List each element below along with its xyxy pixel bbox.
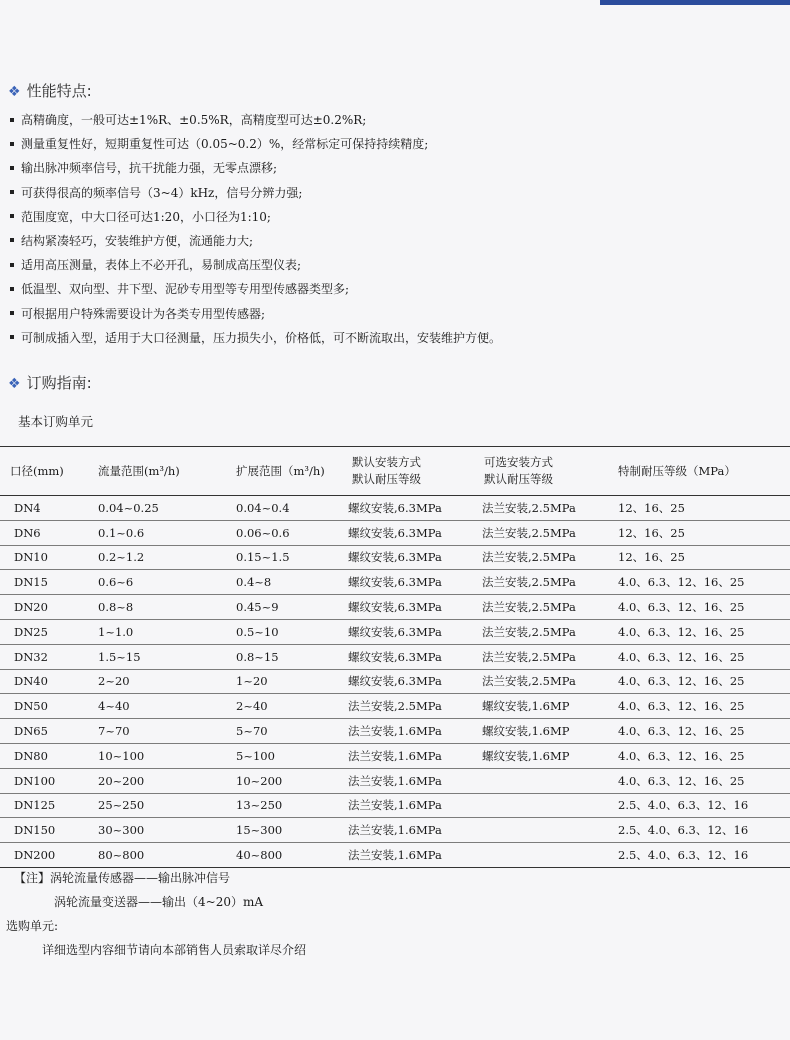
cell-diameter: DN25 <box>14 624 48 639</box>
note-line-2: 涡轮流量变送器——输出（4~20）mA <box>54 895 264 909</box>
cell-default-install: 法兰安装,1.6MPa <box>348 848 442 863</box>
cell-optional-install: 螺纹安装,1.6MP <box>482 724 570 739</box>
table-row <box>0 595 790 620</box>
square-bullet-icon <box>10 118 14 122</box>
header-optional-install: 可选安装方式 默认耐压等级 <box>484 455 553 486</box>
cell-special-pressure: 4.0、6.3、12、16、25 <box>618 600 745 615</box>
square-bullet-icon <box>10 335 14 339</box>
table-row <box>0 743 790 768</box>
cell-optional-install: 法兰安装,2.5MPa <box>482 649 576 664</box>
table-row <box>0 570 790 595</box>
cell-diameter: DN4 <box>14 500 41 515</box>
table-row <box>0 793 790 818</box>
cell-optional-install <box>472 793 612 818</box>
cell-ext-range: 0.45~9 <box>236 600 279 615</box>
table-row <box>0 496 790 521</box>
cell-optional-install: 法兰安装,2.5MPa <box>482 575 576 590</box>
cell-ext-range: 10~200 <box>236 773 283 788</box>
cell-flow-range: 2~20 <box>98 674 130 689</box>
cell-ext-range: 2~40 <box>236 699 268 714</box>
cell-diameter: DN65 <box>14 724 48 739</box>
table-row <box>0 619 790 644</box>
cell-default-install: 法兰安装,1.6MPa <box>348 798 442 813</box>
feature-item: 范围度宽，中大口径可达1:20，小口径为1:10; <box>10 205 780 229</box>
cell-diameter: DN150 <box>14 823 56 838</box>
ordering-table <box>0 446 790 868</box>
cell-ext-range: 0.06~0.6 <box>236 525 290 540</box>
cell-diameter: DN125 <box>14 798 56 813</box>
feature-item: 低温型、双向型、井下型、泥砂专用型等专用型传感器类型多; <box>10 277 780 301</box>
cell-flow-range: 0.6~6 <box>98 575 134 590</box>
top-decorative-bar <box>600 0 790 5</box>
notes-block <box>6 866 307 962</box>
cell-diameter: DN32 <box>14 649 48 664</box>
cell-special-pressure: 12、16、25 <box>618 525 685 540</box>
square-bullet-icon <box>10 287 14 291</box>
feature-item: 可制成插入型，适用于大口径测量，压力损失小，价格低，可不断流取出，安装维护方便。 <box>10 326 780 350</box>
feature-item: 可根据用户特殊需要设计为各类专用型传感器; <box>10 302 780 326</box>
square-bullet-icon <box>10 238 14 242</box>
cell-flow-range: 1.5~15 <box>98 649 141 664</box>
table-row <box>0 694 790 719</box>
cell-special-pressure: 4.0、6.3、12、16、25 <box>618 624 745 639</box>
cell-optional-install: 法兰安装,2.5MPa <box>482 600 576 615</box>
optional-unit-title: 选购单元: <box>6 919 59 933</box>
cell-ext-range: 0.15~1.5 <box>236 550 290 565</box>
cell-flow-range: 30~300 <box>98 823 145 838</box>
cell-default-install: 螺纹安装,6.3MPa <box>348 525 442 540</box>
cell-special-pressure: 4.0、6.3、12、16、25 <box>618 649 745 664</box>
cell-flow-range: 4~40 <box>98 699 130 714</box>
table-row <box>0 545 790 570</box>
cell-special-pressure: 4.0、6.3、12、16、25 <box>618 748 745 763</box>
cell-special-pressure: 4.0、6.3、12、16、25 <box>618 773 745 788</box>
cell-optional-install <box>472 768 612 793</box>
cell-flow-range: 25~250 <box>98 798 145 813</box>
cell-ext-range: 0.5~10 <box>236 624 279 639</box>
square-bullet-icon <box>10 214 14 218</box>
cell-diameter: DN200 <box>14 848 56 863</box>
cell-diameter: DN10 <box>14 550 48 565</box>
cell-ext-range: 5~100 <box>236 748 275 763</box>
cell-default-install: 螺纹安装,6.3MPa <box>348 624 442 639</box>
ordering-heading: ❖ 订购指南: <box>8 374 92 392</box>
cell-optional-install: 法兰安装,2.5MPa <box>482 550 576 565</box>
features-list <box>10 108 780 350</box>
square-bullet-icon <box>10 263 14 267</box>
diamond-bullet-icon: ❖ <box>8 376 21 392</box>
header-diameter: 口径(mm) <box>10 463 64 478</box>
cell-special-pressure: 2.5、4.0、6.3、12、16 <box>618 823 749 838</box>
header-default-install: 默认安装方式 默认耐压等级 <box>352 455 421 486</box>
cell-default-install: 螺纹安装,6.3MPa <box>348 600 442 615</box>
cell-default-install: 螺纹安装,6.3MPa <box>348 550 442 565</box>
table-row <box>0 669 790 694</box>
cell-diameter: DN6 <box>14 525 41 540</box>
header-flow-range: 流量范围(m³/h) <box>98 463 180 478</box>
cell-optional-install <box>472 843 612 868</box>
feature-item: 适用高压测量，表体上不必开孔，易制成高压型仪表; <box>10 253 780 277</box>
feature-item: 输出脉冲频率信号，抗干扰能力强，无零点漂移; <box>10 156 780 180</box>
features-heading: ❖ 性能特点: <box>8 82 92 100</box>
cell-default-install: 法兰安装,1.6MPa <box>348 748 442 763</box>
cell-flow-range: 0.1~0.6 <box>98 525 145 540</box>
diamond-bullet-icon: ❖ <box>8 84 21 100</box>
feature-item: 高精确度，一般可达±1%R、±0.5%R，高精度型可达±0.2%R; <box>10 108 780 132</box>
cell-flow-range: 0.2~1.2 <box>98 550 145 565</box>
cell-optional-install <box>472 818 612 843</box>
cell-flow-range: 0.04~0.25 <box>98 500 159 515</box>
square-bullet-icon <box>10 190 14 194</box>
header-special-pressure: 特制耐压等级（MPa） <box>618 463 736 478</box>
cell-diameter: DN40 <box>14 674 48 689</box>
cell-ext-range: 5~70 <box>236 724 268 739</box>
cell-optional-install: 法兰安装,2.5MPa <box>482 500 576 515</box>
cell-default-install: 螺纹安装,6.3MPa <box>348 674 442 689</box>
cell-default-install: 法兰安装,2.5MPa <box>348 699 442 714</box>
cell-special-pressure: 4.0、6.3、12、16、25 <box>618 575 745 590</box>
cell-default-install: 螺纹安装,6.3MPa <box>348 500 442 515</box>
header-ext-range: 扩展范围（m³/h) <box>236 463 325 478</box>
cell-special-pressure: 4.0、6.3、12、16、25 <box>618 699 745 714</box>
square-bullet-icon <box>10 166 14 170</box>
cell-special-pressure: 2.5、4.0、6.3、12、16 <box>618 798 749 813</box>
cell-ext-range: 13~250 <box>236 798 283 813</box>
basic-ordering-unit-label: 基本订购单元 <box>18 414 94 429</box>
cell-special-pressure: 4.0、6.3、12、16、25 <box>618 724 745 739</box>
cell-flow-range: 7~70 <box>98 724 130 739</box>
table-row <box>0 644 790 669</box>
cell-default-install: 法兰安装,1.6MPa <box>348 724 442 739</box>
cell-ext-range: 15~300 <box>236 823 283 838</box>
cell-diameter: DN20 <box>14 600 48 615</box>
cell-default-install: 法兰安装,1.6MPa <box>348 823 442 838</box>
optional-unit-text: 详细选型内容细节请向本部销售人员索取详尽介绍 <box>42 943 307 957</box>
cell-special-pressure: 12、16、25 <box>618 500 685 515</box>
note-line-1: 【注】涡轮流量传感器——输出脉冲信号 <box>14 871 231 885</box>
cell-special-pressure: 12、16、25 <box>618 550 685 565</box>
table-header-row <box>0 447 790 496</box>
cell-flow-range: 20~200 <box>98 773 145 788</box>
cell-flow-range: 80~800 <box>98 848 145 863</box>
square-bullet-icon <box>10 142 14 146</box>
cell-diameter: DN80 <box>14 748 48 763</box>
cell-optional-install: 法兰安装,2.5MPa <box>482 525 576 540</box>
cell-default-install: 螺纹安装,6.3MPa <box>348 575 442 590</box>
cell-ext-range: 0.4~8 <box>236 575 272 590</box>
cell-optional-install: 螺纹安装,1.6MP <box>482 748 570 763</box>
table-row <box>0 520 790 545</box>
cell-diameter: DN100 <box>14 773 56 788</box>
cell-ext-range: 40~800 <box>236 848 283 863</box>
table-row <box>0 719 790 744</box>
cell-ext-range: 0.04~0.4 <box>236 500 290 515</box>
table-row <box>0 818 790 843</box>
square-bullet-icon <box>10 311 14 315</box>
cell-flow-range: 10~100 <box>98 748 145 763</box>
feature-item: 可获得很高的频率信号（3~4）kHz，信号分辨力强; <box>10 181 780 205</box>
cell-special-pressure: 4.0、6.3、12、16、25 <box>618 674 745 689</box>
cell-ext-range: 0.8~15 <box>236 649 279 664</box>
cell-optional-install: 法兰安装,2.5MPa <box>482 624 576 639</box>
table-row <box>0 768 790 793</box>
cell-diameter: DN50 <box>14 699 48 714</box>
cell-flow-range: 1~1.0 <box>98 624 134 639</box>
feature-item: 测量重复性好，短期重复性可达（0.05~0.2）%，经常标定可保持持续精度; <box>10 132 780 156</box>
cell-diameter: DN15 <box>14 575 48 590</box>
cell-special-pressure: 2.5、4.0、6.3、12、16 <box>618 848 749 863</box>
cell-default-install: 法兰安装,1.6MPa <box>348 773 442 788</box>
feature-item: 结构紧凑轻巧，安装维护方便，流通能力大; <box>10 229 780 253</box>
cell-flow-range: 0.8~8 <box>98 600 134 615</box>
cell-optional-install: 法兰安装,2.5MPa <box>482 674 576 689</box>
cell-optional-install: 螺纹安装,1.6MP <box>482 699 570 714</box>
table-body <box>0 496 790 868</box>
cell-ext-range: 1~20 <box>236 674 268 689</box>
cell-default-install: 螺纹安装,6.3MPa <box>348 649 442 664</box>
table-row <box>0 843 790 868</box>
